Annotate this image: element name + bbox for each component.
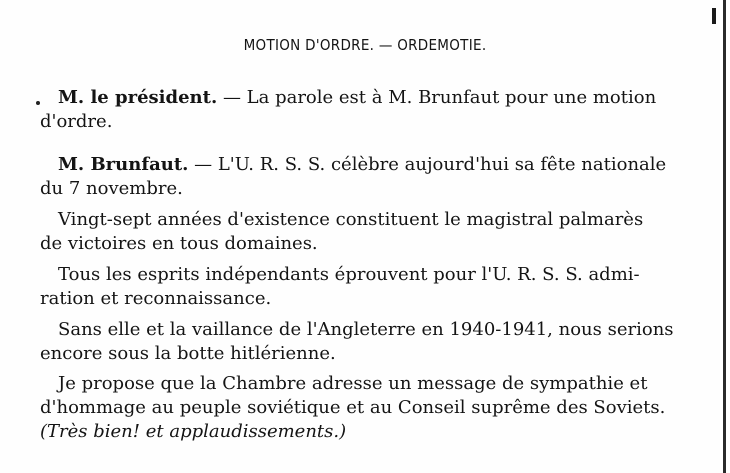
- paragraph-4-line-2: ration et reconnaissance.: [40, 288, 272, 309]
- paragraph-3-line-1: Vingt-sept années d'existence constituent le magistral palmarès: [58, 209, 644, 230]
- column-rule-mark: [712, 8, 716, 24]
- paragraph-6-line-1: Je propose que la Chambre adresse un message de sympathie et: [58, 373, 648, 394]
- paragraph-4-line-1: Tous les esprits indépendants éprouvent pour l'U. R. S. S. admi-: [58, 264, 640, 285]
- paragraph-brunfaut-line-1: [58, 153, 666, 177]
- paragraph-6-line-3: (Très bien! et applaudissements.): [40, 421, 347, 442]
- paragraph-brunfaut-line-2: du 7 novembre.: [40, 178, 183, 199]
- paragraph-president-line-2: d'ordre.: [40, 111, 113, 132]
- president-statement: — La parole est à M. Brunfaut pour une motion: [217, 87, 657, 108]
- brunfaut-statement: — L'U. R. S. S. célèbre aujourd'hui sa fête nationale: [188, 154, 667, 175]
- column-rule: [723, 0, 726, 473]
- margin-speck: [36, 101, 40, 105]
- paragraph-5-line-2: encore sous la botte hitlérienne.: [40, 343, 336, 364]
- speaker-brunfaut: M. Brunfaut.: [58, 154, 189, 175]
- paragraph-5-line-1: Sans elle et la vaillance de l'Angleterre en 1940-1941, nous serions: [58, 319, 674, 340]
- paragraph-3-line-2: de victoires en tous domaines.: [40, 233, 318, 254]
- section-heading: MOTION D'ORDRE. — ORDEMOTIE.: [243, 36, 487, 54]
- speaker-president: M. le président.: [58, 87, 218, 108]
- paragraph-6-line-2: d'hommage au peuple soviétique et au Conseil suprême des Soviets.: [40, 397, 666, 418]
- paragraph-president-line-1: [58, 86, 656, 110]
